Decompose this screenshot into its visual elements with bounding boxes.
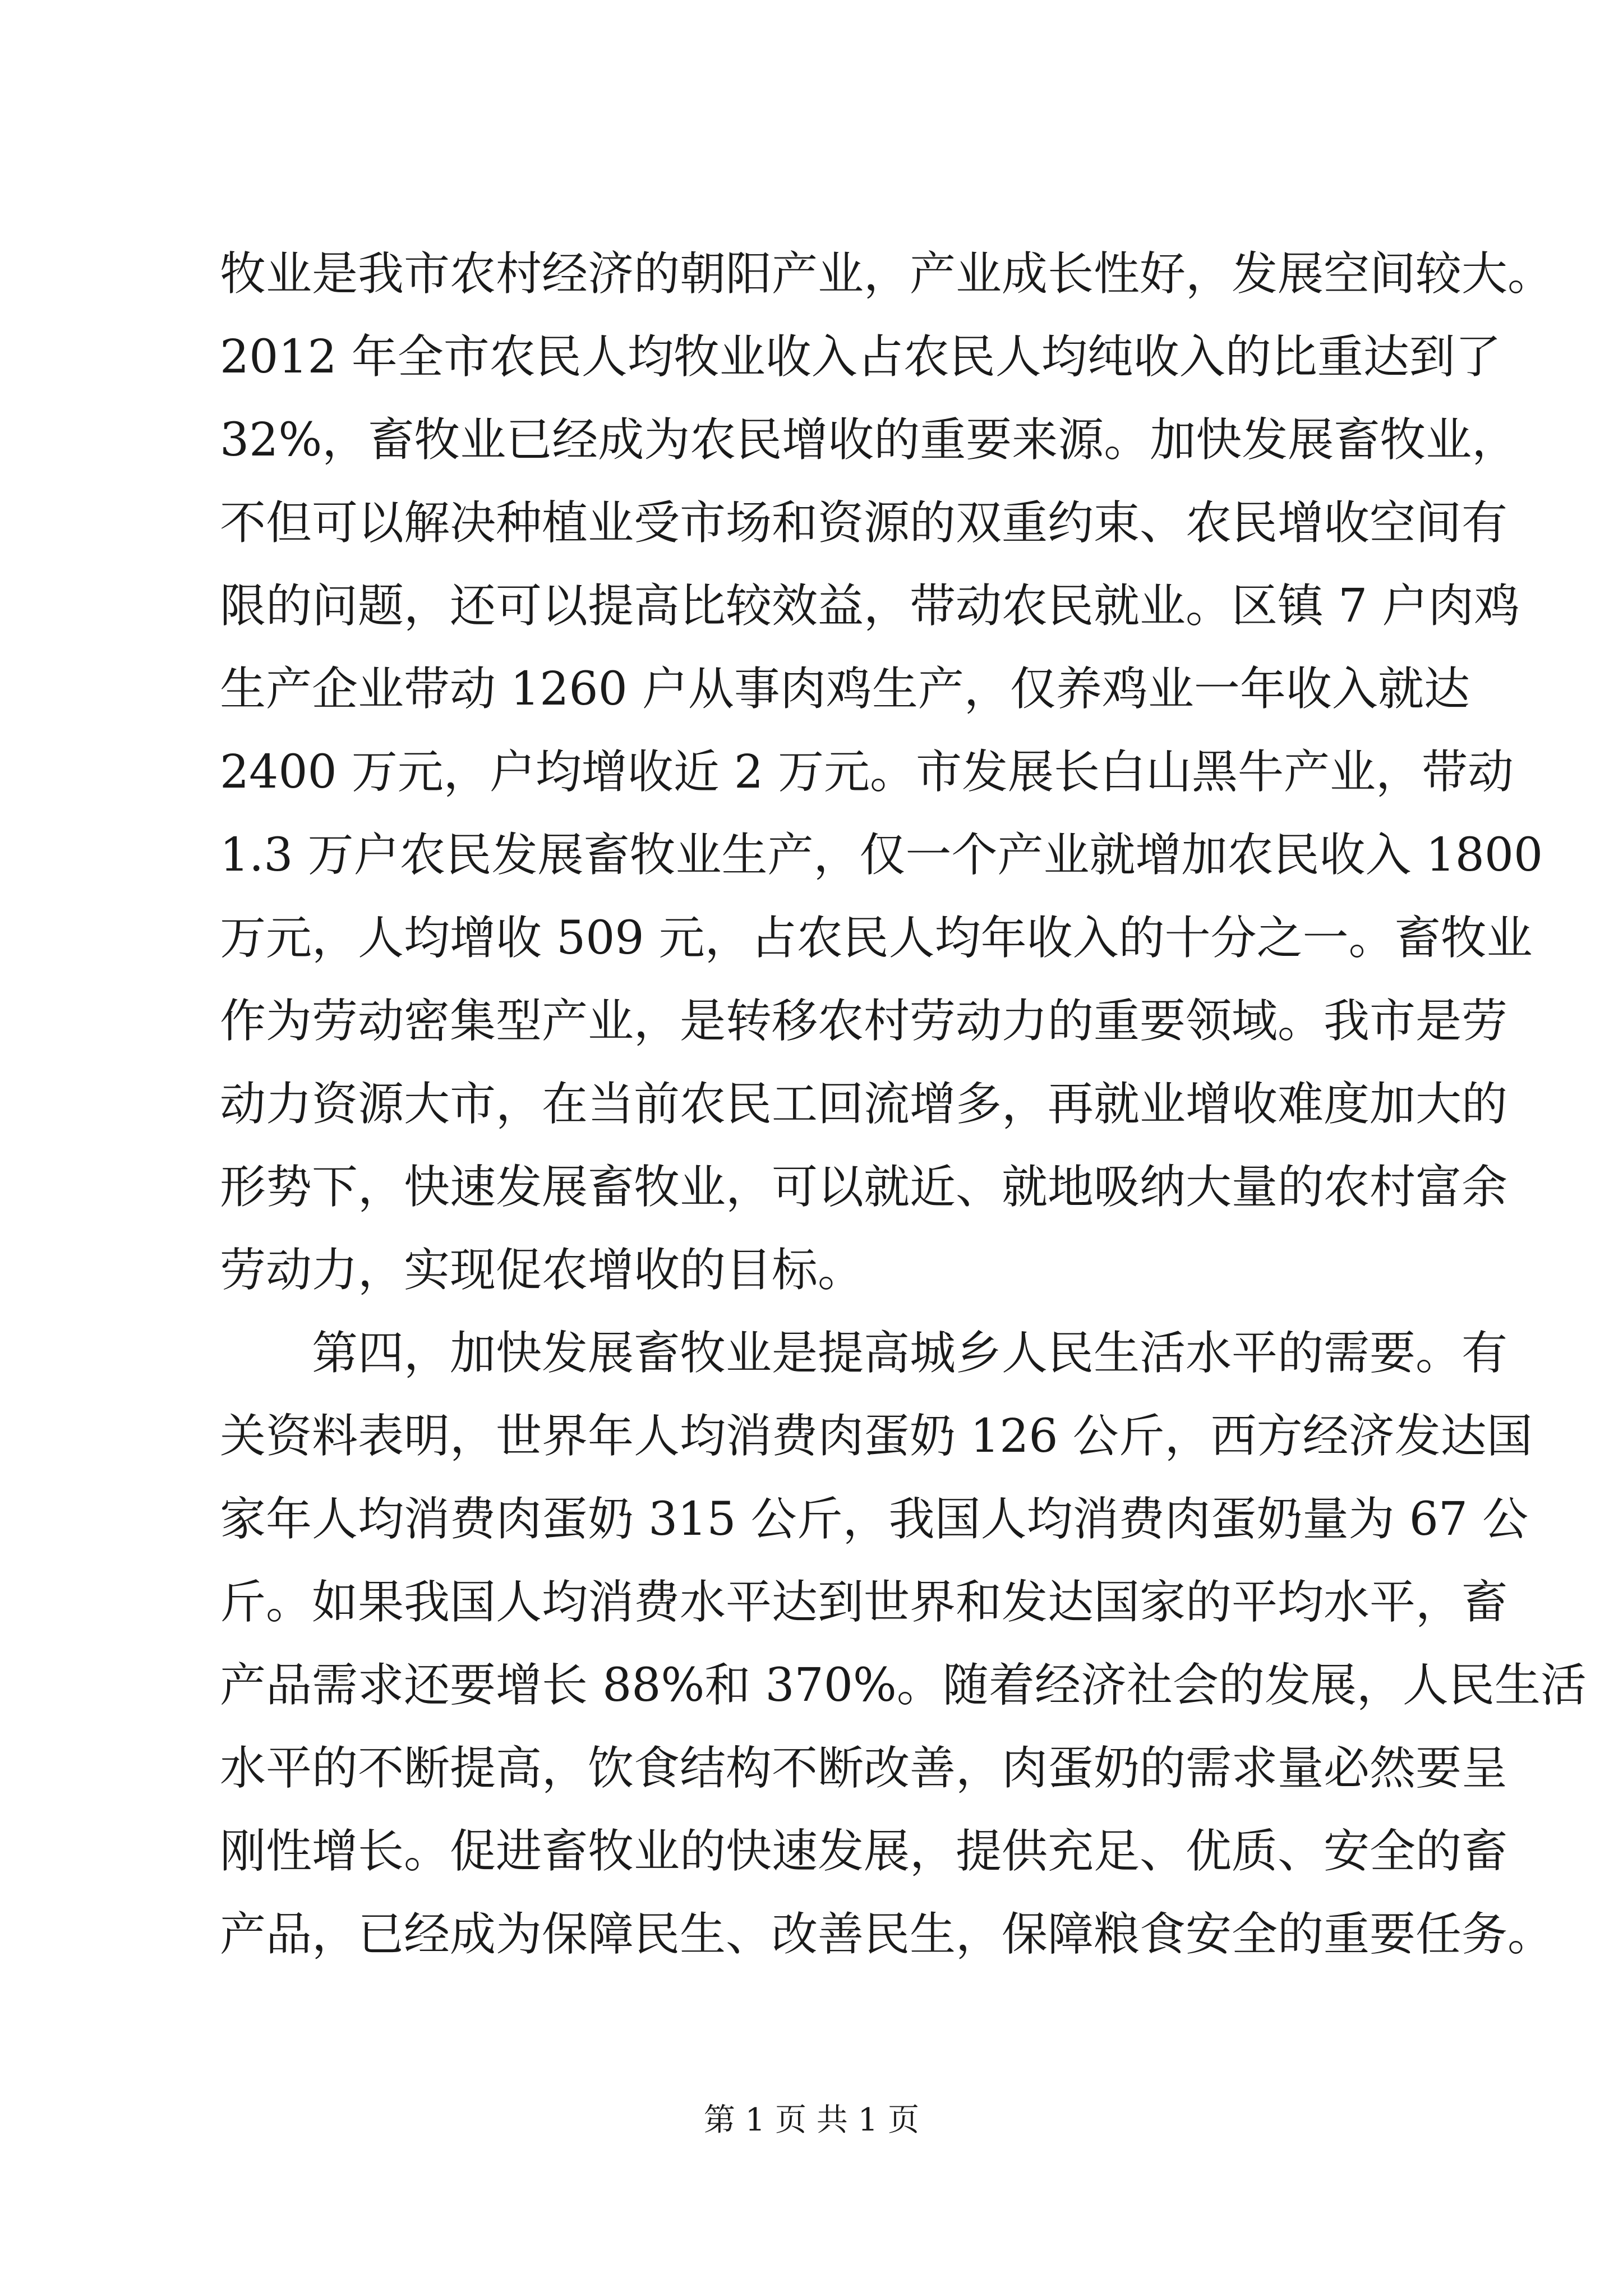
- paragraph-1-line: 2400 万元，户均增收近 2 万元。市发展长白山黑牛产业，带动: [220, 746, 1514, 799]
- paragraph-1-line: 形势下，快速发展畜牧业，可以就近、就地吸纳大量的农村富余: [220, 1161, 1508, 1214]
- paragraph-1-line: 劳动力，实现促农增收的目标。: [220, 1244, 864, 1297]
- paragraph-1-line: 1.3 万户农民发展畜牧业生产，仅一个产业就增加农民收入 1800: [220, 829, 1543, 882]
- paragraph-2-line: 斤。如果我国人均消费水平达到世界和发达国家的平均水平，畜: [220, 1576, 1508, 1629]
- paragraph-1-line: 万元，人均增收 509 元，占农民人均年收入的十分之一。畜牧业: [220, 912, 1533, 965]
- paragraph-1-line: 不但可以解决种植业受市场和资源的双重约束、农民增收空间有: [220, 496, 1508, 550]
- paragraph-2-line: 刚性增长。促进畜牧业的快速发展，提供充足、优质、安全的畜: [220, 1825, 1508, 1878]
- body-text: [220, 233, 1587, 1976]
- paragraph-2-line: 家年人均消费肉蛋奶 315 公斤，我国人均消费肉蛋奶量为 67 公: [220, 1493, 1529, 1546]
- paragraph-2-line: 水平的不断提高，饮食结构不断改善，肉蛋奶的需求量必然要呈: [220, 1742, 1508, 1795]
- paragraph-2-line: 产品需求还要增长 88%和 370%。随着经济社会的发展，人民生活: [220, 1659, 1587, 1712]
- paragraph-1-line: 动力资源大市，在当前农民工回流增多，再就业增收难度加大的: [220, 1078, 1508, 1131]
- paragraph-1-line: 2012 年全市农民人均牧业收入占农民人均纯收入的比重达到了: [220, 330, 1501, 384]
- paragraph-1-line: 作为劳动密集型产业，是转移农村劳动力的重要领域。我市是劳: [220, 995, 1508, 1048]
- paragraph-1-line: 32%，畜牧业已经成为农民增收的重要来源。加快发展畜牧业，: [220, 413, 1518, 467]
- page-footer: 第 1 页 共 1 页: [703, 2102, 920, 2138]
- paragraph-1-line: 限的问题，还可以提高比较效益，带动农民就业。区镇 7 户肉鸡: [220, 579, 1520, 633]
- paragraph-2-line: 第四，加快发展畜牧业是提高城乡人民生活水平的需要。有: [312, 1327, 1508, 1380]
- paragraph-2-line: 关资料表明，世界年人均消费肉蛋奶 126 公斤，西方经济发达国: [220, 1410, 1533, 1463]
- paragraph-1-line: 生产企业带动 1260 户从事肉鸡生产，仅养鸡业一年收入就达: [220, 662, 1470, 716]
- paragraph-2-line: 产品，已经成为保障民生、改善民生，保障粮食安全的重要任务。: [220, 1908, 1554, 1961]
- paragraph-1-line: 牧业是我市农村经济的朝阳产业，产业成长性好，发展空间较大。: [220, 247, 1554, 301]
